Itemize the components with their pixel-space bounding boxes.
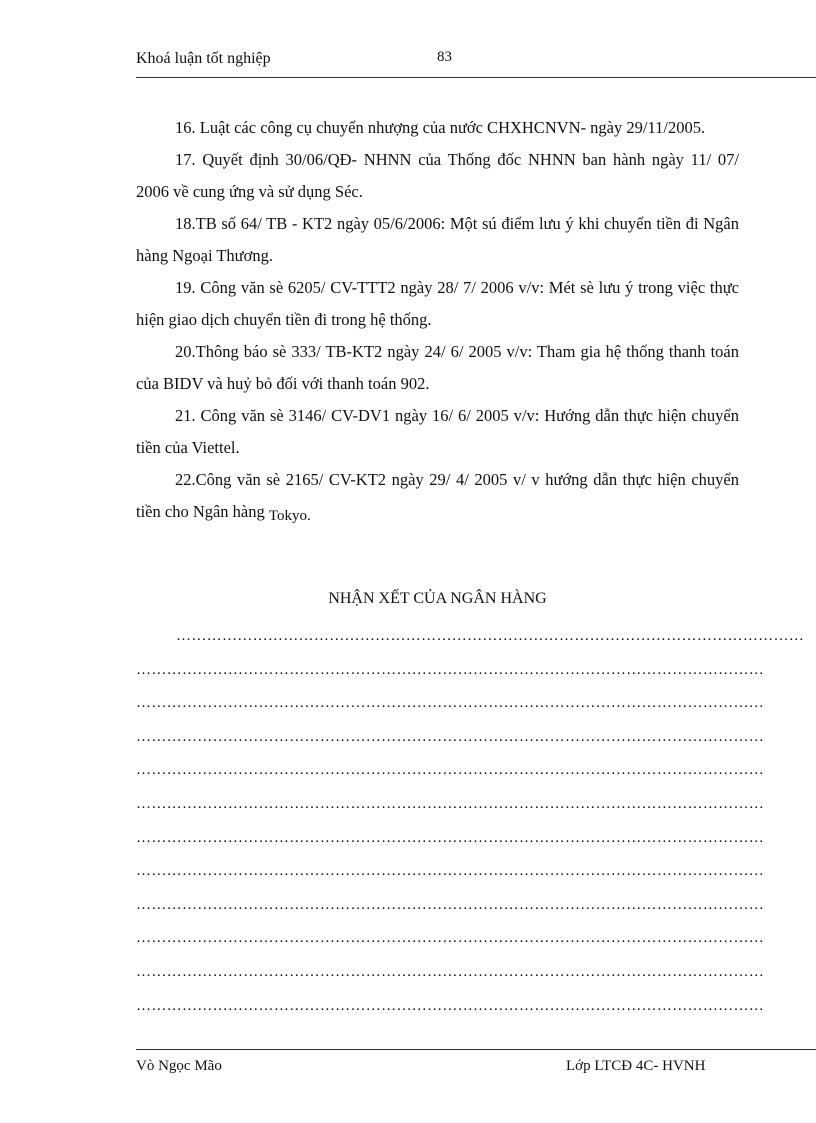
reference-suffix: Tokyo. (268, 508, 311, 524)
reference-item (136, 400, 739, 464)
reference-text: 16. Luật các công cụ chuyển nhượng của nước CHXHCNVN- ngày 29/11/2005. (175, 118, 706, 137)
reference-text: 21. Công văn sè 3146/ CV-DV1 ngày 16/ 6/ 2005 v/v: Hướng dẫn thực hiện chuyển tiền của Viettel. (136, 406, 739, 457)
comment-line: …………………………………………………………………………………………………………… (136, 795, 765, 812)
page-footer (0, 1040, 816, 1100)
comment-line: …………………………………………………………………………………………………………… (136, 728, 765, 745)
comment-lines (136, 620, 805, 1023)
comment-line: …………………………………………………………………………………………………………… (136, 661, 765, 678)
header-divider (136, 77, 816, 78)
reference-item (136, 464, 739, 529)
author-name: Vò Ngọc Mão (136, 1058, 222, 1074)
page-header (0, 0, 816, 80)
document-title: Khoá luận tốt nghiệp (136, 50, 271, 67)
reference-item (136, 208, 739, 272)
reference-item (136, 336, 739, 400)
reference-text: 20.Thông báo sè 333/ TB-KT2 ngày 24/ 6/ 2005 v/v: Tham gia hệ thống thanh toán của BIDV và huỷ bỏ đối với thanh toán 902. (136, 342, 739, 393)
comment-line: …………………………………………………………………………………………………………… (136, 997, 765, 1014)
reference-list (136, 112, 739, 529)
reference-item (136, 272, 739, 336)
comment-line: …………………………………………………………………………………………………………… (136, 829, 765, 846)
reference-text: 18.TB số 64/ TB - KT2 ngày 05/6/2006: Một sú điểm lưu ý khi chuyển tiền đi Ngân hàng Ngoại Thương. (136, 214, 739, 265)
bank-comment-title: NHẬN XẾT CỦA NGÂN HÀNG (328, 590, 547, 607)
comment-line: …………………………………………………………………………………………………………… (136, 963, 765, 980)
reference-text: 22.Công văn sè 2165/ CV-KT2 ngày 29/ 4/ 2005 v/ v hướng dẫn thực hiện chuyển tiền cho Ngân hàng (136, 470, 739, 521)
comment-line: …………………………………………………………………………………………………………… (136, 930, 765, 947)
footer-divider (136, 1049, 816, 1050)
page-number: 83 (437, 49, 452, 65)
reference-item (136, 112, 739, 144)
comment-line: …………………………………………………………………………………………………………… (136, 762, 765, 779)
comment-line: …………………………………………………………………………………………………………… (136, 695, 765, 712)
comment-line: …………………………………………………………………………………………………………… (176, 628, 805, 644)
comment-line: …………………………………………………………………………………………………………… (136, 863, 765, 880)
reference-text: 19. Công văn sè 6205/ CV-TTT2 ngày 28/ 7/ 2006 v/v: Mét sè lưu ý trong việc thực hiện giao dịch chuyển tiền đi trong hệ thống. (136, 278, 739, 329)
reference-item (136, 144, 739, 208)
class-label: Lớp LTCĐ 4C- HVNH (566, 1058, 706, 1074)
reference-text: 17. Quyết định 30/06/QĐ- NHNN của Thống đốc NHNN ban hành ngày 11/ 07/ 2006 về cung ứng và sử dụng Séc. (136, 150, 739, 201)
comment-line: …………………………………………………………………………………………………………… (136, 896, 765, 913)
